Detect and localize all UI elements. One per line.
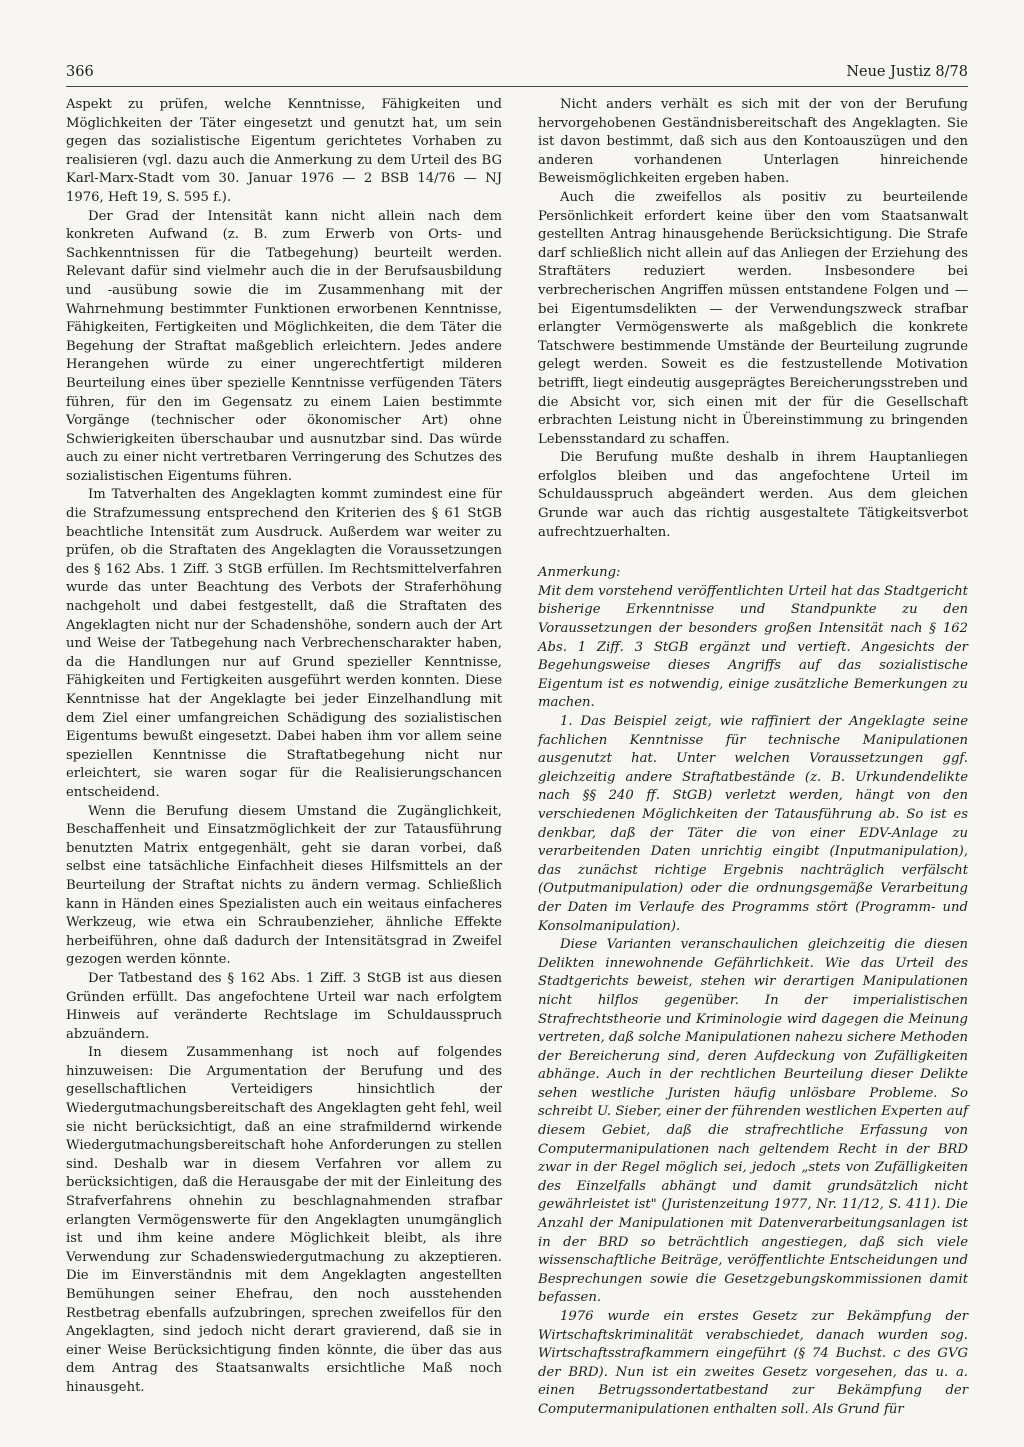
header-rule (66, 86, 968, 87)
journal-issue: Neue Justiz 8/78 (846, 64, 968, 80)
left-column (66, 96, 502, 1398)
paragraph: Die Berufung mußte deshalb in ihrem Hauptanliegen erfolglos bleiben und das angefochtene Urteil im Schuldausspruch abgeändert werden. Aus dem gleichen Grunde war auch das richtig ausgestaltete Tätigkeitsverbot aufrechtzuerhalten. (538, 450, 968, 540)
annotation-paragraph: Mit dem vorstehend veröffentlichten Urteil hat das Stadtgericht bisherige Erkenntnisse und Standpunkte zu den Voraussetzungen der besonders großen Intensität nach § 162 Abs. 1 Ziff. 3 StGB ergänzt und vertieft. Angesichts der Begehungsweise dieses Angriffs auf das sozialistische Eigentum ist es notwendig, einige zusätzliche Bemerkungen zu machen. (538, 583, 968, 711)
paragraph: Der Tatbestand des § 162 Abs. 1 Ziff. 3 StGB ist aus diesen Gründen erfüllt. Das angefochtene Urteil war nach erfolgtem Hinweis auf veränderte Rechtslage im Schuldausspruch abzuändern. (66, 970, 502, 1042)
annotation-section (538, 564, 968, 1419)
paragraph: Wenn die Berufung diesem Umstand die Zugänglichkeit, Beschaffenheit und Einsatzmöglichkeit der zur Tatausführung benutzten Matrix entgegenhält, geht sie daran vorbei, daß selbst eine tatsächliche Einfachheit dieses Hilfsmittels an der Beurteilung der Straftat nichts zu ändern vermag. Schließlich kann in Händen eines Spezialisten auch ein weitaus einfacheres Werkzeug, wie etwa ein Schraubenzieher, ähnliche Effekte herbeiführen, ohne daß dadurch der Intensitätsgrad in Zweifel gezogen werden könnte. (66, 803, 502, 968)
page-header (66, 64, 968, 88)
annotation-paragraph: Diese Varianten veranschaulichen gleichzeitig die diesen Delikten innewohnende Gefährlichkeit. Wie das Urteil des Stadtgerichts beweist, stehen wir derartigen Manipulationen nicht hilflos gegenüber. In der imperialistischen Strafrechtstheorie und Kriminologie wird dagegen die Meinung vertreten, daß solche Manipulationen nahezu sichere Methoden der Bereicherung sind, deren Aufdeckung von Zufälligkeiten abhänge. Auch in der rechtlichen Beurteilung dieser Delikte sehen westliche Juristen häufig unlösbare Probleme. So schreibt U. Sieber, einer der führenden westlichen Experten auf diesem Gebiet, daß die strafrechtliche Erfassung von Computermanipulationen nach geltendem Recht in der BRD zwar in der Regel möglich sei, jedoch „stets von Zufälligkeiten des Einzelfalls abhängt und damit grundsätzlich nicht gewährleistet ist" (Juristenzeitung 1977, Nr. 11/12, S. 411). Die Anzahl der Manipulationen mit Datenverarbeitungsanlagen ist in der BRD so beträchtlich angestiegen, daß sich viele wissenschaftliche Beiträge, veröffentlichte Entscheidungen und Besprechungen sowie die Gesetzgebungskommissionen damit befassen. (538, 937, 968, 1306)
right-column (538, 96, 968, 1420)
page-number: 366 (66, 64, 94, 80)
paragraph: Der Grad der Intensität kann nicht allein nach dem konkreten Aufwand (z. B. zum Erwerb von Orts- und Sachkenntnissen für die Tatbegehung) beurteilt werden. Relevant dafür sind vielmehr auch die in der Berufsausbildung und -ausübung sowie die im Zusammenhang mit der Wahrnehmung bestimmter Funktionen erworbenen Kenntnisse, Fähigkeiten, Fertigkeiten und Möglichkeiten, die dem Täter die Begehung der Straftat maßgeblich erleichtern. Jedes andere Herangehen würde zu einer ungerechtfertigt milderen Beurteilung eines über spezielle Kenntnisse verfügenden Täters führen, für den im Gegensatz zu einem Laien bestimmte Vorgänge (technischer oder ökonomischer Art) ohne Schwierigkeiten überschaubar und ausnutzbar sind. Das würde auch zu einer nicht vertretbaren Verringerung des Schutzes des sozialistischen Eigentums führen. (66, 208, 502, 484)
paragraph: Auch die zweifellos als positiv zu beurteilende Persönlichkeit erfordert keine über den vom Staatsanwalt gestellten Antrag hinausgehende Berücksichtigung. Die Strafe darf schließlich nicht allein auf das Anliegen der Erziehung des Straftäters reduziert werden. Insbesondere bei verbrecherischen Angriffen müssen entstandene Folgen und — bei Eigentumsdelikten — der Verwendungszweck strafbar erlangter Vermögenswerte als maßgeblich die konkrete Tatschwere bestimmende Umstände der Beurteilung zugrunde gelegt werden. Soweit es die festzustellende Motivation betrifft, liegt eindeutig ausgeprägtes Bereicherungsstreben und die Absicht vor, sich einen mit der für die Gesellschaft erbrachten Leistung nicht in Übereinstimmung zu bringenden Lebensstandard zu schaffen. (538, 189, 968, 447)
paragraph: Aspekt zu prüfen, welche Kenntnisse, Fähigkeiten und Möglichkeiten der Täter eingesetzt und genutzt hat, um sein gegen das sozialistische Eigentum gerichtetes Vorhaben zu realisieren (vgl. dazu auch die Anmerkung zu dem Urteil des BG Karl-Marx-Stadt vom 30. Januar 1976 — 2 BSB 14/76 — NJ 1976, Heft 19, S. 595 f.). (66, 97, 502, 205)
annotation-heading: Anmerkung: (538, 565, 621, 581)
paragraph: In diesem Zusammenhang ist noch auf folgendes hinzuweisen: Die Argumentation der Berufung und des gesellschaftlichen Verteidigers hinsichtlich der Wiedergutmachungsbereitschaft des Angeklagten geht fehl, weil sie nicht berücksichtigt, daß an eine strafmildernd wirkende Wiedergutmachungsbereitschaft hohe Anforderungen zu stellen sind. Deshalb war in diesem Verfahren vor allem zu berücksichtigen, daß die Herausgabe der mit der Einleitung des Strafverfahrens ohnehin zu beschlagnahmenden strafbar erlangten Vermögenswerte für den Angeklagten unumgänglich ist und ihm keine andere Möglichkeit bleibt, als ihre Verwendung zur Schadenswiedergutmachung zu akzeptieren. Die im Einverständnis mit dem Angeklagten angestellten Bemühungen seiner Ehefrau, den noch ausstehenden Restbetrag ebenfalls aufzubringen, sprechen zweifellos für den Angeklagten, sind jedoch nicht derart gravierend, daß sie in einer Weise Berücksichtigung finden könnte, die über das aus dem Antrag des Staatsanwalts ersichtliche Maß noch hinausgeht. (66, 1045, 502, 1395)
paragraph: Im Tatverhalten des Angeklagten kommt zumindest eine für die Strafzumessung entsprechend den Kriterien des § 61 StGB beachtliche Intensität zum Ausdruck. Außerdem war weiter zu prüfen, ob die Straftaten des Angeklagten die Voraussetzungen des § 162 Abs. 1 Ziff. 3 StGB erfüllen. Im Rechtsmittelverfahren wurde das unter Beachtung des Verbots der Straferhöhung nachgeholt und dabei festgestellt, daß die Straftaten des Angeklagten nicht nur der Schadenshöhe, sondern auch der Art und Weise der Tatbegehung nach Verbrechenscharakter haben, da die Handlungen nur auf Grund spezieller Kenntnisse, Fähigkeiten und Fertigkeiten ausgeführt werden konnten. Diese Kenntnisse hat der Angeklagte bei jeder Einzelhandlung mit dem Ziel einer umfangreichen Schädigung des sozialistischen Eigentums bewußt eingesetzt. Dabei haben ihm vor allem seine speziellen Kenntnisse die Straftatbegehung nicht nur erleichtert, sie waren sogar für die Realisierungschancen entscheidend. (66, 487, 502, 800)
annotation-paragraph: 1. Das Beispiel zeigt, wie raffiniert der Angeklagte seine fachlichen Kenntnisse für technische Manipulationen ausgenutzt hat. Unter welchen Voraussetzungen ggf. gleichzeitig andere Straftatbestände (z. B. Urkundendelikte nach §§ 240 ff. StGB) verletzt werden, hängt von den verschiedenen Möglichkeiten der Tatausführung ab. So ist es denkbar, daß der Täter die von einer EDV-Anlage zu verarbeitenden Daten unrichtig eingibt (Inputmanipulation), das zunächst richtige Ergebnis nachträglich verfälscht (Outputmanipulation) oder die ordnungsgemäße Verarbeitung der Daten im Verlaufe des Programms stört (Programm- und Konsolmanipulation). (538, 714, 968, 934)
annotation-paragraph: 1976 wurde ein erstes Gesetz zur Bekämpfung der Wirtschaftskriminalität verabschiedet, danach wurden sog. Wirtschaftsstrafkammern eingeführt (§ 74 Buchst. c des GVG der BRD). Nun ist ein zweites Gesetz vorgesehen, das u. a. einen Betrugssondertatbestand zur Bekämpfung der Computermanipulationen enthalten soll. Als Grund für (538, 1309, 968, 1417)
paragraph: Nicht anders verhält es sich mit der von der Berufung hervorgehobenen Geständnisbereitschaft des Angeklagten. Sie ist davon bestimmt, daß sich aus den Kontoauszügen und den anderen vorhandenen Unterlagen hinreichende Beweismöglichkeiten ergeben haben. (538, 97, 968, 187)
